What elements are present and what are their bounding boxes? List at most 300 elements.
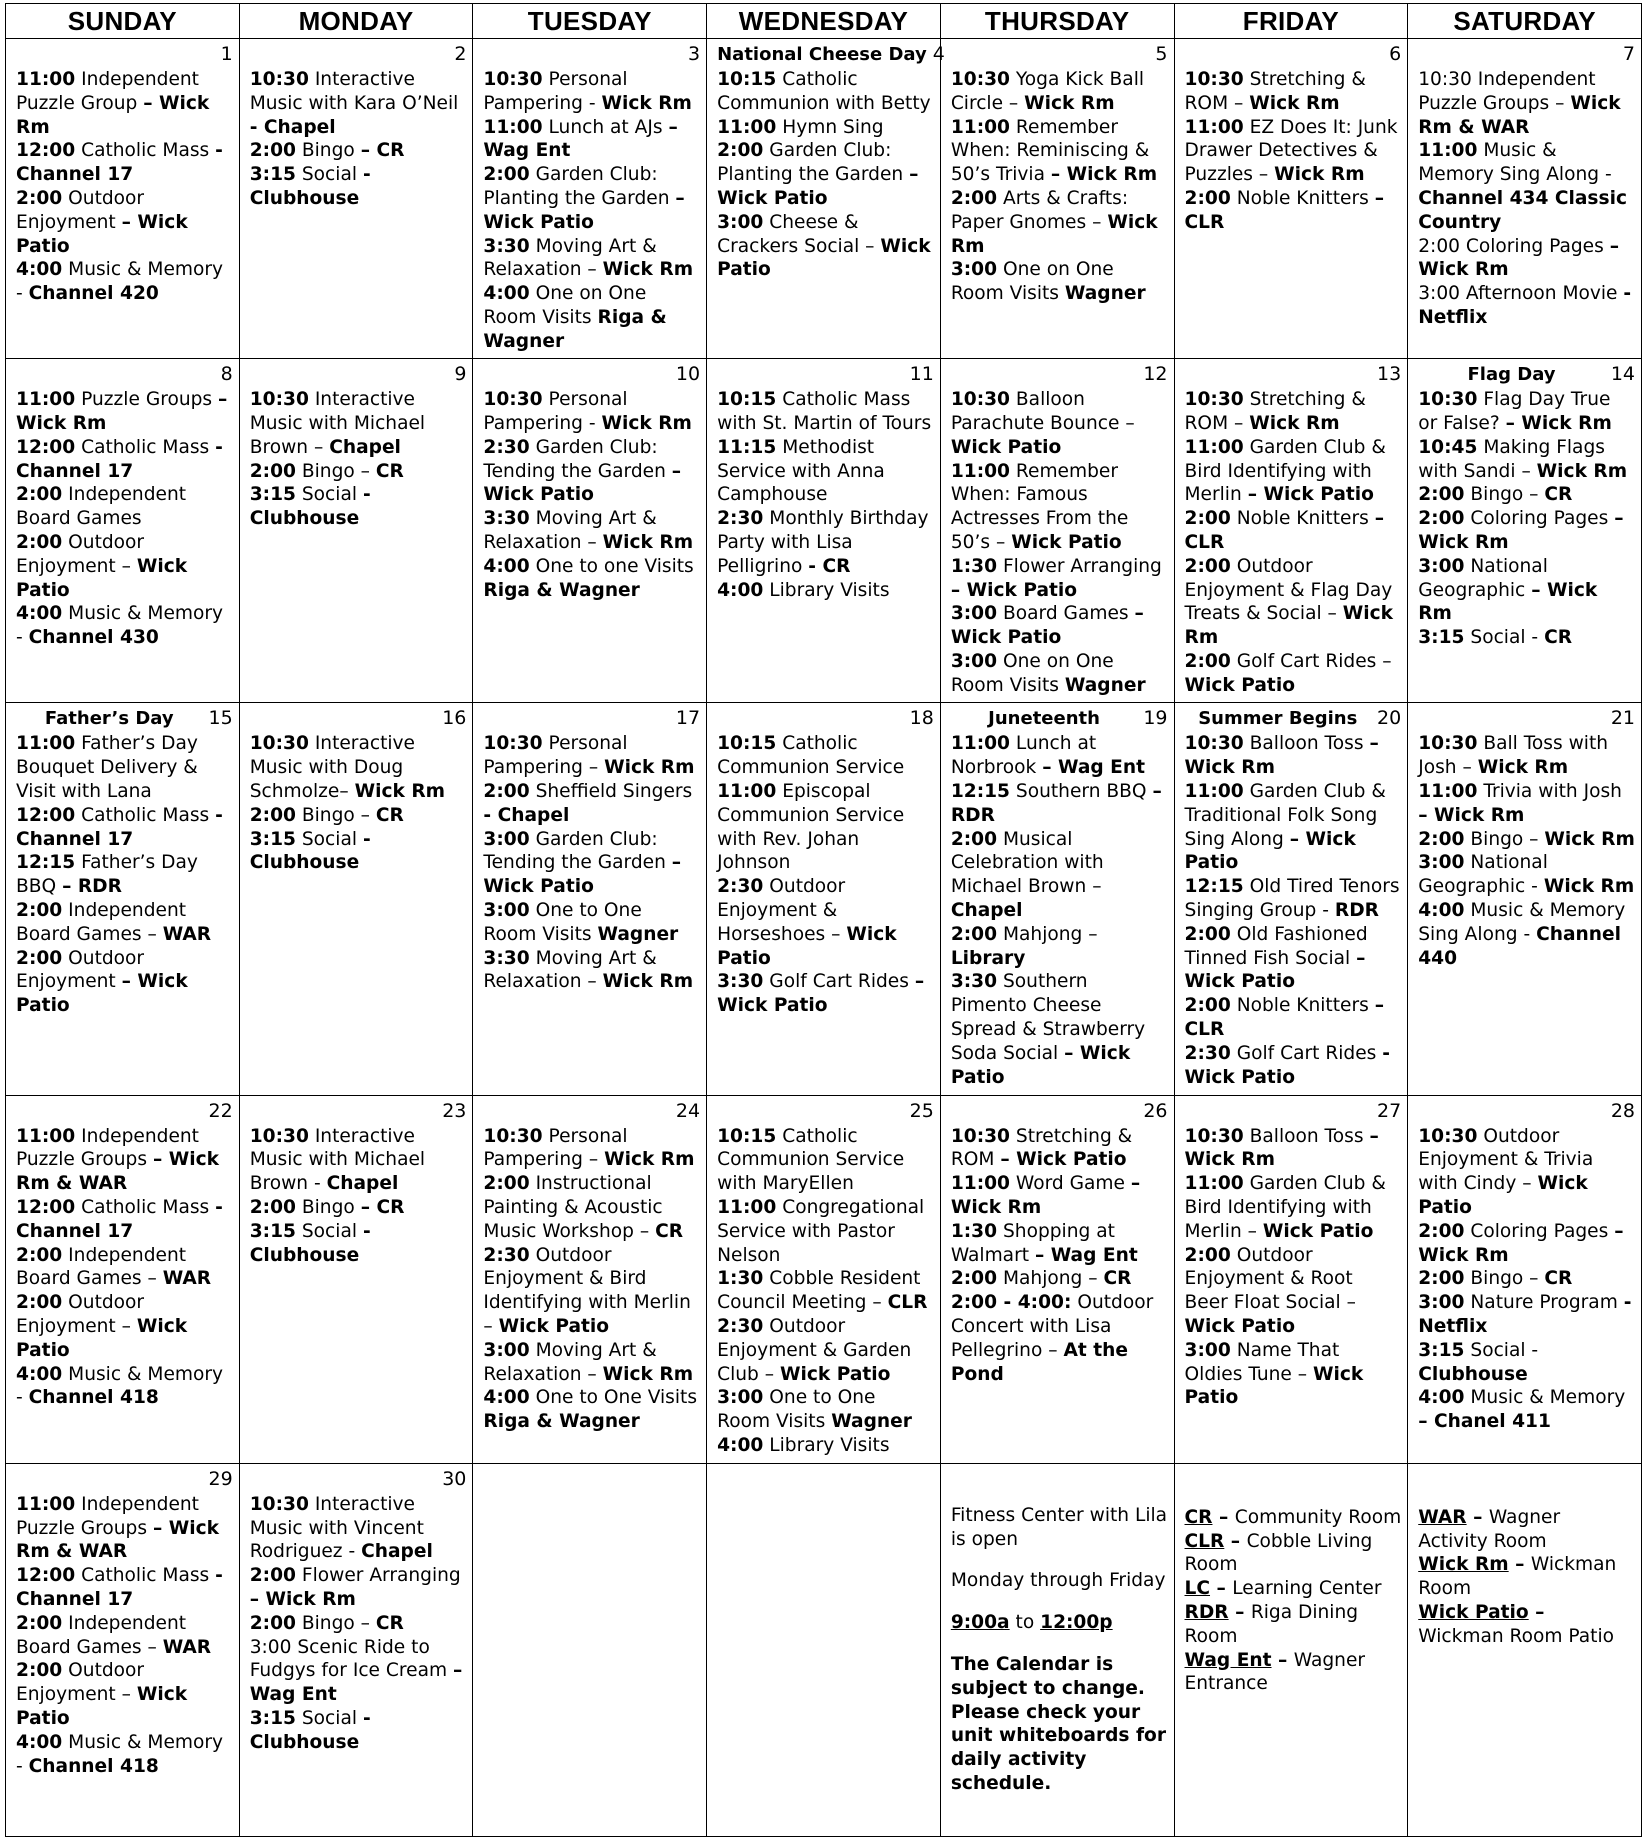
event-time: 3:15: [249, 164, 296, 186]
event-time: 2:30: [717, 1316, 764, 1338]
fitness-line: Fitness Center with Lila is open: [950, 1504, 1168, 1550]
event-description: Independent Board Games –: [16, 900, 187, 945]
event-description: Interactive Music with Doug Schmolze–: [249, 733, 415, 803]
event-location: Wick Patio: [1184, 1316, 1295, 1338]
event-location: CR: [1544, 1268, 1573, 1290]
event-item: [250, 804, 467, 828]
event-time: 12:15: [950, 781, 1010, 803]
event-item: [16, 1244, 233, 1292]
day-cell: [1174, 1095, 1408, 1463]
event-description: Father’s Day Bouquet Delivery & Visit with Lana: [16, 733, 198, 803]
event-time: 10:30: [483, 389, 543, 411]
event-item: [951, 732, 1168, 780]
event-location: – Wag Ent: [1042, 757, 1146, 779]
event-time: 10:30: [249, 1493, 309, 1515]
event-location: Wick Rm & WAR: [1418, 92, 1621, 138]
event-location: - Chapel: [483, 804, 570, 826]
event-item: [1185, 68, 1402, 116]
event-item: [16, 1731, 233, 1779]
legend-meaning: Wagner Entrance: [1184, 1649, 1366, 1695]
legend-meaning: Wagner Activity Room: [1418, 1506, 1561, 1552]
event-location: Wick Patio: [16, 1316, 188, 1361]
event-time: 4:00: [1418, 900, 1465, 922]
event-location: - Netflix: [1418, 283, 1632, 328]
event-item: [1418, 282, 1635, 330]
weekday-header-row: [6, 4, 1642, 39]
day-content: [6, 1096, 239, 1463]
event-item: [250, 163, 467, 211]
event-location: Riga & Wagner: [483, 1411, 640, 1433]
event-location: - Clubhouse: [249, 484, 371, 530]
event-location: CR: [375, 804, 404, 826]
event-time: 10:30: [1184, 69, 1244, 90]
event-location: WAR: [162, 1268, 212, 1290]
day-content: [1175, 1096, 1408, 1463]
day-content: [707, 39, 945, 358]
event-item: [1418, 1386, 1635, 1434]
legend-separator: –: [1271, 1649, 1294, 1671]
event-time: 2:00: [1184, 187, 1231, 209]
event-time: 11:00: [16, 1493, 76, 1515]
legend-entry: [1418, 1553, 1635, 1601]
event-location: Wagner: [831, 1411, 912, 1433]
legend-entry: [1185, 1530, 1402, 1578]
day-content: [6, 1464, 239, 1836]
event-time: 4:00: [1418, 1387, 1465, 1409]
event-description: Garden Club & Traditional Folk Song Sing Along: [1184, 781, 1386, 850]
event-location: – Wick Rm: [1418, 508, 1624, 553]
event-time: 10:30: [1418, 389, 1478, 411]
event-description: Interactive Music with Vincent Rodriguez -: [249, 1493, 424, 1563]
event-description: Arts & Crafts: Paper Gnomes –: [950, 187, 1129, 233]
day-cell: [1174, 359, 1408, 703]
event-item: [250, 1636, 467, 1707]
event-description: 2:00 Coloring Pages: [1418, 235, 1604, 257]
event-item: [951, 460, 1168, 555]
event-description: Interactive Music with Michael Brown –: [249, 389, 426, 458]
event-item: [250, 68, 467, 139]
event-item: [1418, 1339, 1635, 1387]
event-description: 3:00 Scenic Ride to Fudgys for Ice Cream: [249, 1636, 448, 1682]
event-item: [1418, 388, 1635, 436]
event-time: 2:00: [1184, 650, 1231, 672]
fitness-days: Monday through Friday: [950, 1570, 1166, 1592]
event-time: 3:00: [717, 1387, 764, 1409]
week-row: [6, 1463, 1642, 1836]
event-description: Bingo –: [1470, 1268, 1539, 1290]
event-description: Lunch at AJs: [548, 116, 663, 138]
event-time: 1:30: [950, 555, 998, 577]
event-item: [1418, 1291, 1635, 1339]
event-description: Remember When: Famous Actresses From the 50’s –: [950, 460, 1129, 553]
event-description: Music & Memory Sing Along -: [1418, 900, 1626, 945]
event-item: [1418, 139, 1635, 234]
day-number: 30: [442, 1467, 467, 1490]
calendar-disclaimer: The Calendar is subject to change. Please check your unit whiteboards for daily activity schedule.: [950, 1654, 1166, 1795]
event-time: 2:00: [1184, 923, 1231, 945]
event-description: Personal Pampering –: [483, 733, 628, 779]
day-header: [1185, 363, 1402, 388]
event-time: 3:00: [1418, 1292, 1465, 1314]
event-item: [16, 1659, 233, 1730]
event-time: 12:00: [16, 1197, 76, 1219]
event-description: Bingo –: [1470, 828, 1539, 850]
event-item: [483, 436, 700, 507]
day-header: [16, 363, 233, 388]
event-time: 2:00: [16, 947, 63, 969]
event-time: 4:00: [16, 259, 63, 281]
event-time: 10:15: [717, 1125, 777, 1147]
legend-meaning: Wickman Room Patio: [1418, 1625, 1615, 1647]
legend-abbreviation: Wick Patio: [1418, 1602, 1529, 1624]
event-description: Golf Cart Rides: [769, 971, 909, 993]
event-location: – Wag Ent: [1034, 1244, 1138, 1266]
event-location: Wick Patio: [717, 923, 897, 969]
event-description: Music & Memory -: [16, 1363, 224, 1409]
event-item: [1185, 116, 1402, 187]
event-location: CR: [1544, 627, 1573, 649]
event-time: 10:30: [249, 733, 309, 755]
event-item: [1185, 1244, 1402, 1339]
event-location: Wagner: [1064, 674, 1146, 696]
day-header: [16, 1100, 233, 1125]
event-time: 10:15: [717, 733, 777, 755]
event-item: [483, 732, 700, 780]
event-description: Cobble Resident Council Meeting –: [717, 1268, 921, 1314]
event-time: 10:30: [249, 389, 309, 411]
event-item: [250, 1707, 467, 1755]
event-item: [16, 258, 233, 306]
notes-cell: [940, 1463, 1174, 1836]
event-location: Wick Patio: [1184, 1363, 1364, 1409]
event-time: 11:00: [950, 1173, 1010, 1195]
event-time: 3:15: [249, 828, 296, 850]
event-location: - Clubhouse: [249, 1220, 371, 1266]
event-time: 10:30: [249, 69, 309, 90]
event-time: 2:00: [249, 1612, 296, 1634]
event-time: 11:00: [483, 116, 543, 138]
event-description: Ball Toss with Josh –: [1418, 733, 1609, 779]
event-item: [1418, 732, 1635, 780]
event-description: Social: [301, 164, 358, 186]
event-description: National Geographic: [1418, 555, 1548, 601]
event-location: - Clubhouse: [249, 828, 371, 874]
event-description: Independent Board Games –: [16, 1612, 187, 1658]
event-description: Independent Puzzle Groups: [16, 1125, 199, 1171]
event-location: Wick Patio: [950, 436, 1062, 458]
event-item: [16, 388, 233, 436]
day-content: [1408, 359, 1641, 702]
event-item: [16, 1291, 233, 1362]
event-item: [951, 970, 1168, 1089]
event-description: Outdoor Enjoyment & Garden Club –: [717, 1316, 912, 1385]
event-time: 11:00: [16, 733, 76, 755]
event-description: Bingo –: [301, 460, 370, 482]
legend-abbreviation: LC: [1184, 1578, 1211, 1600]
event-time: 3:00: [1418, 555, 1465, 577]
event-description: Balloon Parachute Bounce –: [950, 389, 1135, 435]
empty-cell: [707, 1463, 941, 1836]
event-description: Outdoor Enjoyment –: [16, 1660, 145, 1706]
event-item: [717, 1267, 934, 1315]
legend-abbreviation: CLR: [1184, 1530, 1225, 1552]
event-location: Channel 418: [28, 1387, 159, 1409]
day-cell: [239, 1095, 473, 1463]
fitness-to-word: to: [1015, 1612, 1035, 1634]
day-content: [1408, 1096, 1641, 1463]
day-header: [951, 43, 1168, 68]
weekday-header: MONDAY: [239, 4, 473, 39]
event-time: 2:00: [1418, 508, 1465, 530]
day-number: 6: [1389, 43, 1402, 65]
event-location: Wick Rm: [1024, 92, 1115, 114]
event-description: Catholic Mass: [81, 1565, 210, 1587]
event-location: - Clubhouse: [249, 164, 371, 209]
day-header: [951, 707, 1168, 732]
event-time: 2:30: [483, 1244, 530, 1266]
event-item: [951, 555, 1168, 603]
event-location: Wick Rm: [1544, 828, 1635, 850]
event-description: Catholic Mass with St. Martin of Tours: [717, 389, 932, 435]
event-item: [16, 68, 233, 139]
event-location: - Channel 17: [16, 436, 223, 482]
event-location: – Wick Rm & WAR: [16, 1517, 219, 1563]
day-number: 13: [1377, 363, 1402, 386]
event-item: [1418, 1220, 1635, 1268]
event-item: [1185, 1042, 1402, 1090]
event-location: – Wick Rm: [1184, 1125, 1379, 1171]
event-description: One to One Room Visits: [483, 900, 642, 945]
day-number: 1: [220, 43, 233, 65]
day-header: [250, 1468, 467, 1493]
event-time: 3:00: [483, 900, 530, 922]
day-observance-title: Father’s Day: [44, 708, 174, 730]
event-location: Wick Rm: [1536, 460, 1628, 482]
event-location: Wick Rm: [1184, 603, 1394, 649]
event-description: Balloon Toss: [1249, 1125, 1364, 1147]
day-number: 12: [1143, 363, 1168, 386]
day-number: 26: [1143, 1099, 1168, 1122]
event-item: [1185, 994, 1402, 1042]
day-header: [1418, 1100, 1635, 1125]
event-item: [1418, 235, 1635, 283]
event-item: [951, 68, 1168, 116]
event-location: CR: [655, 1220, 684, 1242]
event-item: [1185, 436, 1402, 507]
event-time: 11:00: [16, 1125, 76, 1147]
event-time: 3:30: [950, 971, 998, 993]
event-item: [1185, 732, 1402, 780]
event-time: 11:00: [1184, 1173, 1244, 1195]
event-description: Outdoor Enjoyment: [16, 187, 145, 233]
event-description: Independent Puzzle Groups: [16, 1493, 199, 1539]
event-time: 11:00: [1184, 116, 1244, 138]
event-item: [1185, 1125, 1402, 1173]
event-time: 12:15: [1184, 876, 1244, 898]
event-description: Stretching & ROM –: [1184, 69, 1366, 114]
day-header: [483, 363, 700, 388]
day-content: [473, 1096, 706, 1463]
day-header: [16, 707, 233, 732]
event-item: [717, 780, 934, 875]
day-header: [16, 1468, 233, 1493]
event-location: – Wick Patio: [950, 1042, 1131, 1088]
event-time: 3:00: [1184, 1339, 1231, 1361]
event-description: Garden Club: Tending the Garden: [483, 436, 666, 482]
day-observance-title: Juneteenth: [988, 708, 1100, 730]
event-description: 3:00 Afternoon Movie: [1418, 283, 1618, 305]
event-time: 10:30: [950, 69, 1010, 90]
event-description: Remember When: Reminiscing & 50’s Trivia: [950, 116, 1150, 186]
day-number: 2: [454, 43, 467, 65]
event-description: Garden Club & Bird Identifying with Merlin –: [1184, 1173, 1386, 1242]
event-location: Chapel: [329, 436, 401, 458]
event-time: 11:15: [717, 436, 777, 458]
event-item: [16, 139, 233, 187]
event-time: 11:00: [1418, 140, 1478, 162]
calendar-grid: [5, 3, 1642, 1837]
event-location: – Wag Ent: [483, 116, 678, 162]
day-header: [1185, 43, 1402, 68]
fitness-hours: [951, 1611, 1168, 1635]
event-time: 2:00: [1184, 555, 1231, 577]
event-description: Independent Puzzle Group: [16, 69, 199, 114]
event-location: - CR: [808, 555, 851, 577]
event-location: - Channel 17: [16, 1197, 223, 1242]
day-number: 14: [1610, 363, 1635, 386]
fitness-notes: [941, 1464, 1174, 1836]
event-description: Cheese & Crackers Social –: [717, 211, 875, 257]
event-time: 11:00: [1184, 781, 1244, 803]
event-location: Channel 420: [28, 283, 159, 305]
event-item: [1418, 828, 1635, 852]
day-cell: [1408, 1095, 1642, 1463]
day-content: [6, 359, 239, 702]
event-location: Chapel: [950, 900, 1023, 922]
event-location: Wick Rm: [950, 211, 1158, 257]
day-cell: [1408, 39, 1642, 359]
event-location: Wick Rm: [1249, 413, 1340, 435]
event-description: Bingo: [301, 1197, 355, 1219]
day-number: 29: [208, 1467, 233, 1490]
event-time: 2:30: [717, 508, 764, 530]
event-description: Shopping at Walmart: [950, 1220, 1115, 1266]
fitness-time-to: 12:00p: [1040, 1612, 1113, 1634]
event-time: 10:30: [483, 1125, 543, 1147]
legend-meaning: Wickman Room: [1418, 1554, 1617, 1600]
event-description: Garden Club & Bird Identifying with Merlin: [1184, 436, 1386, 506]
event-item: [1418, 1267, 1635, 1291]
event-time: 4:00: [16, 1731, 63, 1753]
event-description: Coloring Pages: [1470, 508, 1609, 530]
event-item: [1185, 388, 1402, 436]
event-time: 10:30: [249, 1125, 309, 1147]
day-number: 4: [932, 43, 945, 65]
event-item: [250, 828, 467, 876]
event-description: Music & Memory Sing Along -: [1418, 140, 1612, 186]
event-description: Music & Memory -: [16, 603, 224, 649]
event-description: One on One Room Visits: [950, 259, 1114, 305]
event-description: Sheffield Singers: [535, 781, 693, 803]
event-description: Methodist Service with Anna Camphouse: [717, 436, 885, 506]
event-description: Moving Art & Relaxation –: [483, 508, 657, 553]
event-location: – Wick Patio: [16, 971, 188, 1017]
event-time: 3:15: [249, 484, 296, 506]
event-location: – Wick Patio: [950, 579, 1078, 601]
legend-entry: [1185, 1601, 1402, 1649]
day-number: 25: [909, 1099, 934, 1122]
event-item: [1418, 899, 1635, 970]
weekday-header: FRIDAY: [1174, 4, 1408, 39]
event-time: 3:15: [249, 1708, 296, 1730]
day-cell: [1174, 703, 1408, 1095]
event-time: 2:00: [1184, 995, 1231, 1017]
event-description: Bingo –: [1470, 484, 1539, 506]
event-time: 2:00: [249, 1565, 296, 1587]
event-location: - Clubhouse: [249, 1708, 371, 1753]
day-number: 22: [208, 1099, 233, 1122]
legend-cell: [1408, 1463, 1642, 1836]
day-cell: [239, 703, 473, 1095]
event-location: WAR: [162, 1636, 212, 1658]
event-time: 2:00: [1418, 1268, 1465, 1290]
weekday-header: SATURDAY: [1408, 4, 1642, 39]
event-description: Catholic Mass: [81, 1197, 210, 1219]
event-item: [717, 1125, 934, 1196]
event-description: Mahjong –: [1002, 1268, 1098, 1290]
legend-separator: –: [1228, 1602, 1251, 1624]
day-number: 9: [454, 363, 467, 386]
day-cell: [473, 1095, 707, 1463]
event-time: 3:30: [483, 947, 530, 969]
day-number: 20: [1377, 707, 1402, 730]
event-time: 10:30: [950, 1125, 1010, 1147]
event-description: Outdoor Enjoyment: [16, 947, 145, 993]
event-description: Old Tired Tenors Singing Group -: [1184, 876, 1400, 922]
event-description: Garden Club: Tending the Garden: [483, 828, 666, 874]
event-item: [951, 780, 1168, 828]
event-location: Chapel: [326, 1173, 399, 1195]
event-item: [483, 163, 700, 234]
day-cell: [707, 359, 941, 703]
event-time: 10:30: [950, 389, 1010, 411]
event-location: – Wick Rm: [1505, 413, 1612, 435]
event-time: 12:00: [16, 436, 76, 458]
day-cell: [239, 39, 473, 359]
day-content: [1175, 39, 1408, 358]
event-time: 4:00: [483, 1387, 530, 1409]
day-number: 7: [1622, 43, 1635, 65]
legend-abbreviation: CR: [1184, 1506, 1213, 1528]
event-item: [16, 851, 233, 899]
event-item: [717, 875, 934, 970]
event-time: 12:00: [16, 1565, 76, 1587]
event-item: [250, 732, 467, 803]
day-content: [707, 359, 940, 702]
event-item: [717, 211, 934, 282]
day-header: [1185, 707, 1402, 732]
event-description: Southern BBQ: [1015, 781, 1147, 803]
event-location: – Wick Rm: [1418, 804, 1525, 826]
event-description: One to One Room Visits: [717, 1387, 876, 1433]
event-location: – Wick Patio: [717, 164, 919, 209]
day-cell: [239, 1463, 473, 1836]
event-item: [16, 1363, 233, 1411]
event-location: Wick Rm: [1249, 92, 1340, 114]
event-description: Monthly Birthday Party with Lisa Pelligrino: [717, 508, 929, 577]
event-description: Library Visits: [769, 1435, 890, 1456]
fitness-time-from: 9:00a: [950, 1612, 1010, 1634]
